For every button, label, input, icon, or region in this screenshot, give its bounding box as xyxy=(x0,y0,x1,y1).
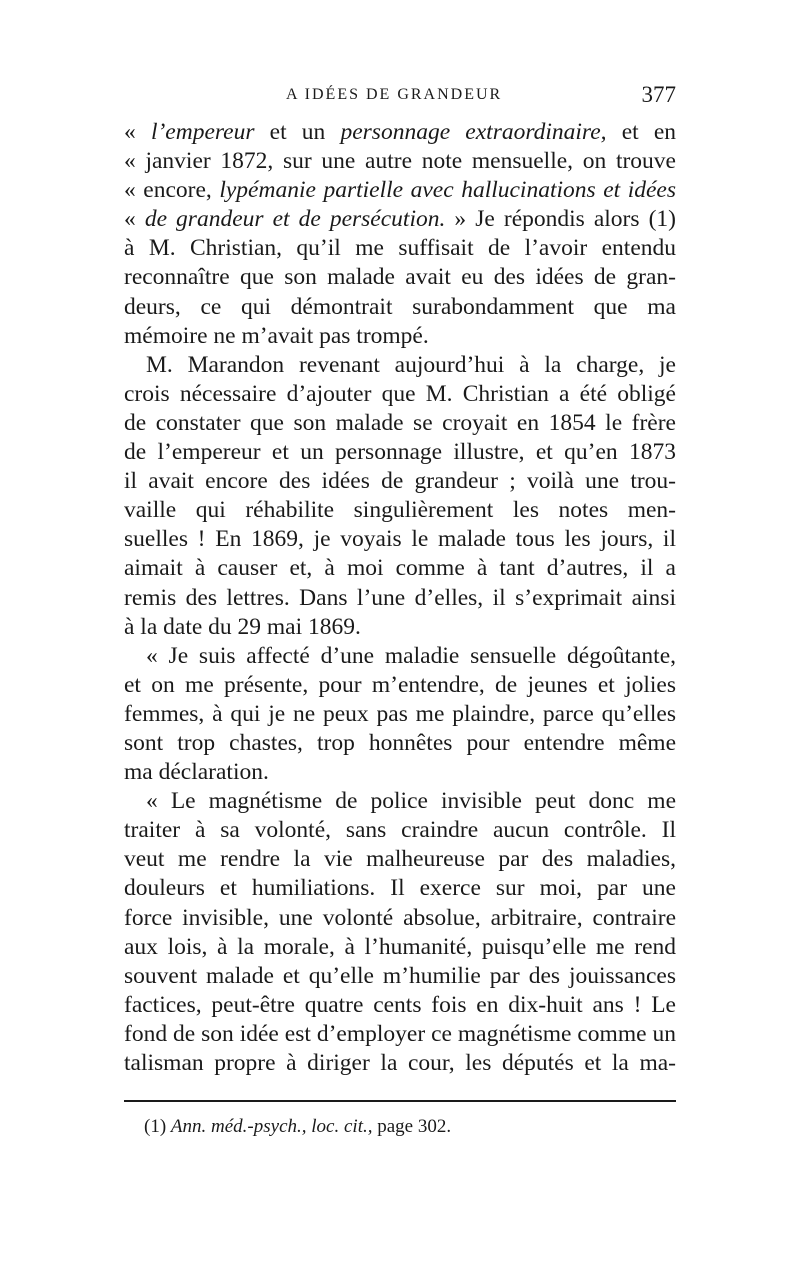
text-line xyxy=(124,671,676,700)
text-segment: aimait à causer et, à moi comme à tant d’autres, il a xyxy=(124,555,676,582)
text-line xyxy=(124,263,676,292)
text-line xyxy=(124,584,676,613)
page-number: 377 xyxy=(641,82,676,107)
text-segment: crois nécessaire d’ajouter que M. Christian a été obligé xyxy=(124,380,676,407)
text-line xyxy=(124,1049,676,1078)
text-line xyxy=(124,496,676,525)
text-line xyxy=(124,554,676,583)
body-text xyxy=(124,118,676,1078)
italic-text: de grandeur et de persécution. xyxy=(144,206,446,233)
text-segment: souvent malade et qu’elle m’humilie par des jouissances xyxy=(124,962,676,989)
italic-text: l’empereur xyxy=(150,119,255,145)
text-segment: remis des lettres. Dans l’une d’elles, il s’exprimait ainsi xyxy=(124,584,676,611)
text-line xyxy=(124,729,676,758)
text-line xyxy=(124,525,676,554)
text-segment: fond de son idée est d’employer ce magnétisme comme un xyxy=(124,1020,676,1047)
text-segment: (1) xyxy=(144,1116,171,1137)
text-segment: mémoire ne m’avait pas trompé. xyxy=(124,322,429,349)
text-segment: talisman propre à diriger la cour, les députés et la ma- xyxy=(124,1050,676,1076)
text-line xyxy=(124,322,676,351)
running-head xyxy=(124,82,676,116)
text-segment: « xyxy=(124,206,145,233)
text-segment: il avait encore des idées de grandeur ; voilà une trou- xyxy=(124,468,676,495)
text-segment: vaille qui réhabilite singulièrement les notes men- xyxy=(124,497,676,524)
footnote xyxy=(144,1116,451,1138)
text-line xyxy=(124,176,676,205)
text-segment: « Je suis affecté d’une maladie sensuelle dégoûtante, xyxy=(146,642,676,669)
text-line xyxy=(124,700,676,729)
text-line xyxy=(124,933,676,962)
text-line xyxy=(124,991,676,1020)
text-segment: à M. Christian, qu’il me suffisait de l’avoir entendu xyxy=(124,235,676,262)
text-segment: femmes, à qui je ne peux pas me plaindre, parce qu’elles xyxy=(124,700,676,727)
text-line xyxy=(124,147,676,176)
text-segment: de constater que son malade se croyait en 1854 le frère xyxy=(124,409,676,436)
italic-text: Ann. méd.-psych., xyxy=(170,1116,307,1137)
text-segment: force invisible, une volonté absolue, arbitraire, contraire xyxy=(124,904,676,931)
text-line xyxy=(124,787,676,816)
text-line xyxy=(124,118,676,147)
text-line xyxy=(124,1020,676,1049)
text-line xyxy=(124,205,676,234)
text-segment: deurs, ce qui démontrait surabondamment que ma xyxy=(124,293,676,320)
text-segment: à la date du 29 mai 1869. xyxy=(124,613,361,640)
text-line xyxy=(124,816,676,845)
text-segment: » Je répondis alors (1) xyxy=(445,206,676,233)
text-segment: M. Marandon revenant aujourd’hui à la charge, je xyxy=(146,351,676,378)
text-segment: douleurs et humiliations. Il exerce sur moi, par une xyxy=(124,875,676,902)
text-line xyxy=(124,962,676,991)
text-segment: et en xyxy=(606,119,677,145)
text-line xyxy=(124,874,676,903)
italic-text: lypémanie partielle avec hallucinations et idées xyxy=(219,177,676,204)
running-title: A IDÉES DE GRANDEUR xyxy=(286,86,503,103)
italic-text: personnage extraordinaire, xyxy=(340,119,607,145)
text-line xyxy=(124,380,676,409)
text-segment: « janvier 1872, sur une autre note mensuelle, on trouve xyxy=(124,148,676,175)
footnote-rule xyxy=(124,1100,676,1102)
text-segment: ma déclaration. xyxy=(124,759,269,786)
text-line xyxy=(124,467,676,496)
text-segment: « xyxy=(124,119,151,145)
text-segment: factices, peut-être quatre cents fois en dix-huit ans ! Le xyxy=(124,991,676,1018)
text-line xyxy=(124,351,676,380)
text-line xyxy=(124,845,676,874)
text-segment: sont trop chastes, trop honnêtes pour entendre même xyxy=(124,729,676,756)
text-segment: traiter à sa volonté, sans craindre aucun contrôle. Il xyxy=(124,817,676,844)
text-line xyxy=(124,234,676,263)
text-line xyxy=(124,409,676,438)
text-segment: et on me présente, pour m’entendre, de jeunes et jolies xyxy=(124,671,676,698)
text-segment: page 302. xyxy=(372,1116,452,1137)
text-line xyxy=(124,438,676,467)
text-line xyxy=(124,642,676,671)
text-line xyxy=(124,293,676,322)
text-segment: suelles ! En 1869, je voyais le malade tous les jours, il xyxy=(124,526,676,553)
text-segment: et un xyxy=(254,119,341,145)
text-segment: « encore, xyxy=(124,177,220,204)
text-segment: « Le magnétisme de police invisible peut donc me xyxy=(146,788,676,815)
text-line xyxy=(124,904,676,933)
italic-text: loc. cit., xyxy=(311,1116,373,1137)
text-segment: de l’empereur et un personnage illustre, et qu’en 1873 xyxy=(124,439,676,466)
text-line xyxy=(124,613,676,642)
text-line xyxy=(124,758,676,787)
text-segment: aux lois, à la morale, à l’humanité, puisqu’elle me rend xyxy=(124,933,676,960)
text-segment: veut me rendre la vie malheureuse par des maladies, xyxy=(124,846,676,873)
text-segment: reconnaître que son malade avait eu des idées de gran- xyxy=(124,264,676,291)
